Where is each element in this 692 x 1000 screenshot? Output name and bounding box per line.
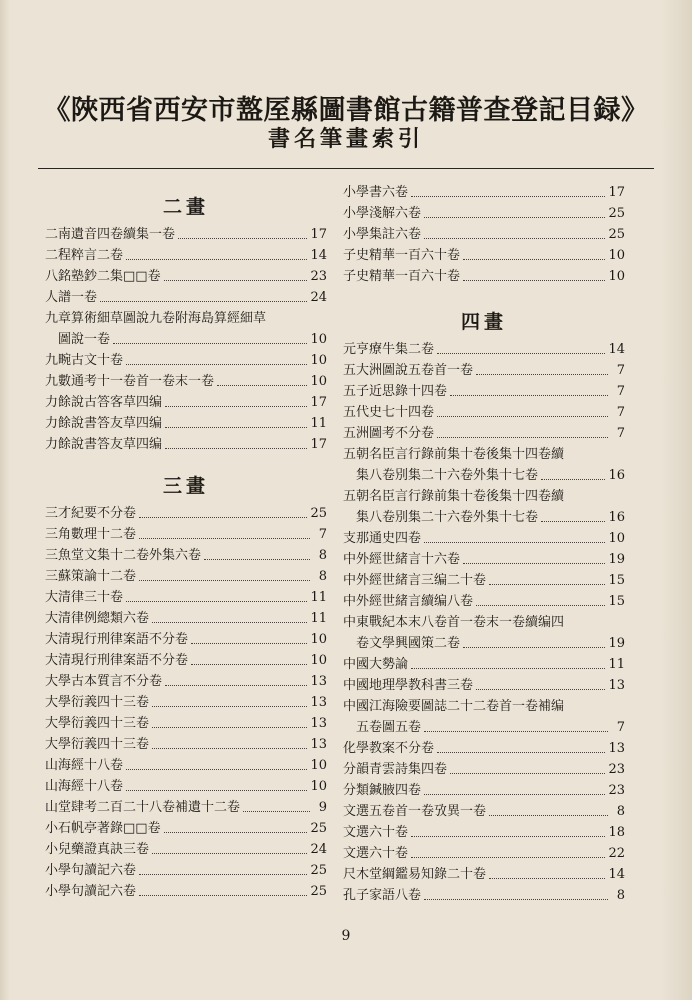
index-entry-continuation — [45, 329, 327, 350]
entry-title: 小學集註六卷 — [343, 227, 422, 242]
dot-leader — [450, 772, 605, 774]
entry-title: 五子近思錄十四卷 — [343, 384, 448, 399]
entry-page-number: 25 — [310, 884, 327, 899]
index-entry — [45, 287, 327, 308]
dot-leader — [476, 373, 608, 375]
index-entry — [45, 266, 327, 287]
dot-leader — [437, 415, 608, 417]
index-entry-continuation — [343, 633, 625, 654]
index-entry — [45, 818, 327, 839]
entry-title: 大學衍義四十三卷 — [45, 695, 150, 710]
dot-leader — [463, 279, 605, 281]
index-entry — [343, 801, 625, 822]
entry-title: 中東戰紀本末八卷首一卷末一卷續编四 — [343, 615, 565, 630]
dot-leader — [437, 352, 605, 354]
index-entry — [343, 822, 625, 843]
index-entry-continuation — [343, 507, 625, 528]
entry-page-number: 11 — [310, 590, 327, 605]
entry-title: 卷文學興國策二卷 — [356, 636, 461, 651]
index-entry — [45, 434, 327, 455]
index-entry — [45, 650, 327, 671]
index-entry — [343, 224, 625, 245]
index-entry — [45, 503, 327, 524]
entry-page-number: 13 — [310, 716, 327, 731]
entry-page-number: 7 — [318, 527, 327, 542]
entry-title: 大清律三十卷 — [45, 590, 124, 605]
entry-page-number: 14 — [310, 248, 327, 263]
index-entry — [45, 350, 327, 371]
index-entry — [45, 524, 327, 545]
entry-page-number: 11 — [310, 416, 327, 431]
entry-title: 山堂肆考二百二十八卷補遺十二卷 — [45, 800, 241, 815]
entry-title: 五卷圖五卷 — [356, 720, 422, 735]
stroke-count-heading: 四畫 — [460, 311, 507, 333]
entry-page-number: 13 — [608, 678, 625, 693]
index-entry-continuation — [343, 717, 625, 738]
entry-page-number: 25 — [310, 821, 327, 836]
dot-leader — [191, 663, 307, 665]
entry-title: 人譜一卷 — [45, 290, 98, 305]
dot-leader — [463, 646, 605, 648]
dot-leader — [541, 520, 605, 522]
entry-page-number: 16 — [608, 510, 625, 525]
entry-page-number: 17 — [310, 227, 327, 242]
dot-leader — [139, 516, 307, 518]
dot-leader — [113, 342, 307, 344]
continued-entries — [343, 176, 625, 287]
dot-leader — [437, 751, 605, 753]
dot-leader — [139, 894, 307, 896]
entry-page-number: 18 — [608, 825, 625, 840]
entry-title: 集八卷別集二十六卷外集十七卷 — [356, 510, 539, 525]
index-entry — [343, 738, 625, 759]
dot-leader — [126, 768, 307, 770]
right-column — [343, 176, 625, 906]
dot-leader — [165, 447, 307, 449]
dot-leader — [164, 279, 308, 281]
entry-page-number: 24 — [310, 842, 327, 857]
index-entry — [45, 671, 327, 692]
dot-leader — [463, 562, 605, 564]
entry-title: 小學淺解六卷 — [343, 206, 422, 221]
entry-title: 分韻青雲詩集四卷 — [343, 762, 448, 777]
entry-page-number: 13 — [310, 674, 327, 689]
entry-title: 中外經世緒言續编八卷 — [343, 594, 474, 609]
dot-leader — [165, 426, 307, 428]
entry-title: 三魚堂文集十二卷外集六卷 — [45, 548, 202, 563]
dot-leader — [476, 688, 605, 690]
index-entry — [45, 413, 327, 434]
index-entry — [45, 776, 327, 797]
entry-title: 山海經十八卷 — [45, 758, 124, 773]
index-entry — [343, 381, 625, 402]
entry-page-number: 11 — [310, 611, 327, 626]
entry-title: 文選六十卷 — [343, 846, 409, 861]
entry-title: 文選六十卷 — [343, 825, 409, 840]
index-entry — [45, 755, 327, 776]
entry-page-number: 10 — [310, 353, 327, 368]
dot-leader — [191, 642, 307, 644]
index-entry-continuation — [343, 465, 625, 486]
entry-title: 力餘說古答客草四编 — [45, 395, 163, 410]
entry-title: 中外經世緒言三编二十卷 — [343, 573, 487, 588]
dot-leader — [139, 537, 310, 539]
dot-leader — [217, 384, 307, 386]
index-entry — [343, 444, 625, 465]
dot-leader — [476, 604, 605, 606]
dot-leader — [100, 300, 307, 302]
index-entry — [343, 591, 625, 612]
entry-title: 九章算術細草圖說九卷附海島算經細草 — [45, 311, 267, 326]
stroke-count-heading: 二畫 — [162, 196, 209, 218]
dot-leader — [126, 363, 307, 365]
entry-title: 五洲圖考不分卷 — [343, 426, 435, 441]
dot-leader — [437, 436, 608, 438]
entry-page-number: 10 — [608, 269, 625, 284]
entry-page-number: 23 — [608, 762, 625, 777]
header-rule — [38, 168, 654, 169]
page-number: 9 — [341, 928, 351, 944]
entry-page-number: 25 — [310, 506, 327, 521]
entry-title: 五朝名臣言行錄前集十卷後集十四卷續 — [343, 489, 565, 504]
index-entry — [343, 402, 625, 423]
entry-title: 九數通考十一卷首一卷末一卷 — [45, 374, 215, 389]
entry-title: 化學教案不分卷 — [343, 741, 435, 756]
entry-page-number: 7 — [616, 720, 625, 735]
entry-title: 九畹古文十卷 — [45, 353, 124, 368]
index-entry — [343, 759, 625, 780]
index-entry — [45, 839, 327, 860]
entry-page-number: 17 — [310, 437, 327, 452]
index-entry — [343, 182, 625, 203]
entry-title: 中國大勢論 — [343, 657, 409, 672]
dot-leader — [126, 789, 307, 791]
entry-title: 子史精華一百六十卷 — [343, 269, 461, 284]
entry-page-number: 14 — [608, 342, 625, 357]
entry-title: 力餘說書答友草四编 — [45, 416, 163, 431]
entry-title: 八銘塾鈔二集□□卷 — [45, 269, 161, 284]
dot-leader — [411, 856, 605, 858]
entry-title: 小石帆亭著錄□□卷 — [45, 821, 161, 836]
dot-leader — [139, 873, 307, 875]
entry-page-number: 19 — [608, 636, 625, 651]
entry-page-number: 10 — [310, 332, 327, 347]
dot-leader — [204, 558, 310, 560]
entry-page-number: 9 — [318, 800, 327, 815]
dot-leader — [178, 237, 307, 239]
dot-leader — [424, 541, 605, 543]
entry-title: 大清現行刑律案語不分卷 — [45, 632, 189, 647]
index-entry — [45, 608, 327, 629]
entry-title: 大清律例總類六卷 — [45, 611, 150, 626]
index-entry — [45, 224, 327, 245]
index-entry — [45, 392, 327, 413]
dot-leader — [424, 216, 605, 218]
dot-leader — [152, 705, 307, 707]
index-entry — [343, 423, 625, 444]
index-entry — [45, 713, 327, 734]
index-entry — [343, 864, 625, 885]
entry-title: 小學句讀記六卷 — [45, 863, 137, 878]
entry-page-number: 10 — [310, 632, 327, 647]
index-entry — [343, 339, 625, 360]
dot-leader — [424, 237, 605, 239]
entry-page-number: 17 — [310, 395, 327, 410]
index-entry — [343, 360, 625, 381]
dot-leader — [489, 583, 605, 585]
entry-page-number: 25 — [608, 206, 625, 221]
entry-page-number: 25 — [608, 227, 625, 242]
entry-title: 中國地理學教科書三卷 — [343, 678, 474, 693]
dot-leader — [152, 621, 307, 623]
index-entry — [343, 612, 625, 633]
index-entry — [343, 266, 625, 287]
entry-title: 大清現行刑律案語不分卷 — [45, 653, 189, 668]
entry-page-number: 17 — [608, 185, 625, 200]
entry-page-number: 8 — [318, 548, 327, 563]
entry-title: 大學衍義四十三卷 — [45, 716, 150, 731]
index-entry — [45, 587, 327, 608]
index-entry — [45, 308, 327, 329]
dot-leader — [152, 747, 307, 749]
entry-title: 元亨療牛集二卷 — [343, 342, 435, 357]
entry-title: 五朝名臣言行錄前集十卷後集十四卷續 — [343, 447, 565, 462]
dot-leader — [152, 852, 307, 854]
index-entry — [343, 675, 625, 696]
entry-page-number: 13 — [608, 741, 625, 756]
dot-leader — [489, 877, 605, 879]
dot-leader — [126, 600, 307, 602]
page-subtitle: 書名筆畫索引 — [267, 126, 424, 152]
index-entry — [45, 245, 327, 266]
index-entry — [45, 566, 327, 587]
entry-title: 山海經十八卷 — [45, 779, 124, 794]
dot-leader — [411, 667, 605, 669]
entry-page-number: 8 — [616, 888, 625, 903]
entry-title: 大學衍義四十三卷 — [45, 737, 150, 752]
entry-page-number: 23 — [310, 269, 327, 284]
entry-title: 大學古本質言不分卷 — [45, 674, 163, 689]
index-entry — [343, 654, 625, 675]
dot-leader — [424, 898, 608, 900]
entry-title: 小兒藥證真訣三卷 — [45, 842, 150, 857]
entry-page-number: 10 — [310, 653, 327, 668]
entry-title: 集八卷別集二十六卷外集十七卷 — [356, 468, 539, 483]
entry-page-number: 11 — [608, 657, 625, 672]
left-column — [45, 176, 327, 902]
entry-page-number: 7 — [616, 384, 625, 399]
entry-page-number: 10 — [310, 374, 327, 389]
dot-leader — [243, 810, 310, 812]
entry-page-number: 19 — [608, 552, 625, 567]
entry-page-number: 14 — [608, 867, 625, 882]
entry-page-number: 10 — [608, 531, 625, 546]
entry-title: 子史精華一百六十卷 — [343, 248, 461, 263]
dot-leader — [411, 835, 605, 837]
index-entry — [343, 570, 625, 591]
entry-title: 尺木堂綱鑑易知錄二十卷 — [343, 867, 487, 882]
entry-title: 支那通史四卷 — [343, 531, 422, 546]
index-entry — [45, 860, 327, 881]
entry-title: 二南遺音四卷續集一卷 — [45, 227, 176, 242]
entry-page-number: 8 — [318, 569, 327, 584]
entry-page-number: 10 — [608, 248, 625, 263]
entry-page-number: 10 — [310, 779, 327, 794]
entry-page-number: 24 — [310, 290, 327, 305]
entry-title: 五大洲圖說五卷首一卷 — [343, 363, 474, 378]
entry-page-number: 15 — [608, 594, 625, 609]
entry-page-number: 10 — [310, 758, 327, 773]
dot-leader — [411, 195, 605, 197]
index-entry — [343, 203, 625, 224]
dot-leader — [164, 831, 308, 833]
index-entry — [343, 528, 625, 549]
entry-page-number: 25 — [310, 863, 327, 878]
entry-title: 三蘇策論十二卷 — [45, 569, 137, 584]
entry-page-number: 13 — [310, 737, 327, 752]
dot-leader — [424, 793, 605, 795]
entry-page-number: 7 — [616, 363, 625, 378]
entry-page-number: 7 — [616, 405, 625, 420]
entry-title: 小學書六卷 — [343, 185, 409, 200]
entry-title: 中國江海險要圖誌二十二卷首一卷補编 — [343, 699, 565, 714]
dot-leader — [541, 478, 605, 480]
entry-page-number: 23 — [608, 783, 625, 798]
entry-title: 圖說一卷 — [58, 332, 111, 347]
entry-title: 三角數理十二卷 — [45, 527, 137, 542]
dot-leader — [450, 394, 608, 396]
index-entry — [45, 545, 327, 566]
index-entry — [343, 696, 625, 717]
dot-leader — [489, 814, 608, 816]
entry-title: 二程粹言二卷 — [45, 248, 124, 263]
entry-page-number: 16 — [608, 468, 625, 483]
dot-leader — [152, 726, 307, 728]
index-entry — [343, 780, 625, 801]
entry-page-number: 13 — [310, 695, 327, 710]
index-entry — [45, 371, 327, 392]
entry-page-number: 15 — [608, 573, 625, 588]
dot-leader — [126, 258, 307, 260]
entry-title: 力餘說書答友草四编 — [45, 437, 163, 452]
dot-leader — [139, 579, 310, 581]
index-entry — [45, 734, 327, 755]
dot-leader — [463, 258, 605, 260]
index-entry — [343, 245, 625, 266]
entry-title: 小學句讀記六卷 — [45, 884, 137, 899]
index-entry — [343, 885, 625, 906]
entry-page-number: 22 — [608, 846, 625, 861]
index-entry — [45, 881, 327, 902]
entry-title: 分類鍼腋四卷 — [343, 783, 422, 798]
index-entry — [45, 692, 327, 713]
dot-leader — [424, 730, 608, 732]
entry-page-number: 7 — [616, 426, 625, 441]
index-entry — [343, 486, 625, 507]
dot-leader — [165, 684, 307, 686]
entry-title: 三才紀要不分卷 — [45, 506, 137, 521]
index-entry — [343, 549, 625, 570]
entry-title: 文選五卷首一卷攷異一卷 — [343, 804, 487, 819]
page-title: 《陜西省西安市盩厔縣圖書館古籍普查登記目録》 — [43, 95, 649, 126]
dot-leader — [165, 405, 307, 407]
entry-page-number: 8 — [616, 804, 625, 819]
entry-title: 五代史七十四卷 — [343, 405, 435, 420]
entry-title: 孔子家語八卷 — [343, 888, 422, 903]
index-entry — [343, 843, 625, 864]
entry-title: 中外經世緒言十六卷 — [343, 552, 461, 567]
stroke-count-heading: 三畫 — [162, 475, 209, 497]
index-entry — [45, 797, 327, 818]
index-entry — [45, 629, 327, 650]
